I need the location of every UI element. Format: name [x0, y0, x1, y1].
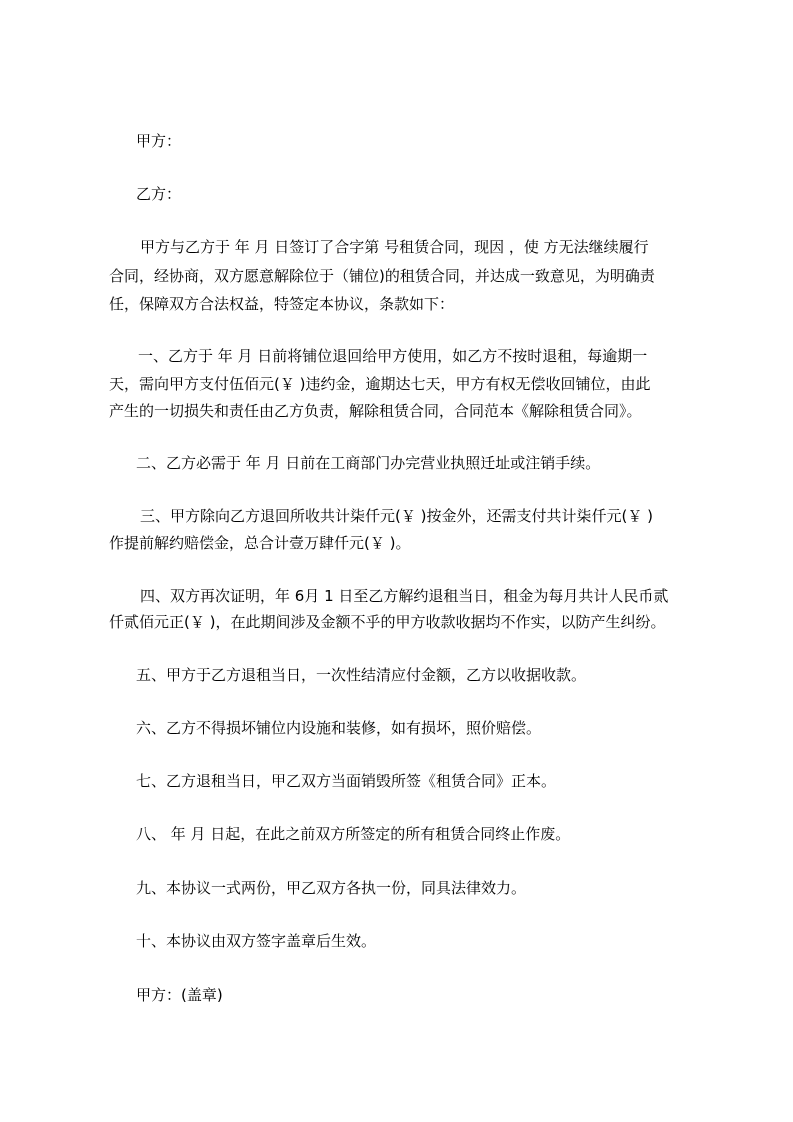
party-b-label: 乙方：: [136, 185, 182, 203]
clause-1-line-3: 产生的一切损失和责任由乙方负责，解除租赁合同，合同范本《解除租赁合同》。: [109, 402, 642, 420]
clause-7: 七、乙方退租当日，甲乙双方当面销毁所签《租赁合同》正本。: [136, 772, 557, 790]
intro-line-2: 合同，经协商，双方愿意解除位于（铺位)的租赁合同，并达成一致意见，为明确责: [109, 267, 655, 285]
clause-2: 二、乙方必需于 年 月 日前在工商部门办完营业执照迁址或注销手续。: [136, 454, 601, 472]
clause-6: 六、乙方不得损坏铺位内设施和装修，如有损坏，照价赔偿。: [136, 719, 542, 737]
clause-9: 九、本协议一式两份，甲乙双方各执一份，同具法律效力。: [136, 879, 527, 897]
clause-10: 十、本协议由双方签字盖章后生效。: [136, 932, 377, 950]
clause-3-line-1: 三、甲方除向乙方退回所收共计柒仟元(￥ )按金外，还需支付共计柒仟元(￥ ): [140, 507, 653, 525]
party-a-label: 甲方：: [136, 132, 182, 150]
intro-line-1: 甲方与乙方于 年 月 日签订了合字第 号租赁合同，现因 ，使 方无法继续履行: [140, 238, 649, 256]
clause-1-line-2: 天，需向甲方支付伍佰元(￥ )违约金，逾期达七天，甲方有权无偿收回铺位，由此: [109, 375, 651, 393]
signature-party-a: 甲方：(盖章): [136, 986, 223, 1004]
clause-8: 八、 年 月 日起，在此之前双方所签定的所有租赁合同终止作废。: [136, 825, 571, 843]
clause-5: 五、甲方于乙方退租当日，一次性结清应付金额，乙方以收据收款。: [136, 666, 587, 684]
clause-4-line-1: 四、双方再次证明，年 6月 1 日至乙方解约退租当日，租金为每月共计人民币贰: [140, 587, 669, 605]
clause-4-line-2: 仟贰佰元正(￥ )，在此期间涉及金额不乎的甲方收款收据均不作实，以防产生纠纷。: [109, 613, 666, 631]
clause-3-line-2: 作提前解约赔偿金，总合计壹万肆仟元(￥ )。: [109, 534, 411, 552]
clause-1-line-1: 一、乙方于 年 月 日前将铺位退回给甲方使用，如乙方不按时退租，每逾期一: [138, 347, 648, 365]
intro-line-3: 任，保障双方合法权益，特签定本协议，条款如下：: [109, 295, 455, 313]
